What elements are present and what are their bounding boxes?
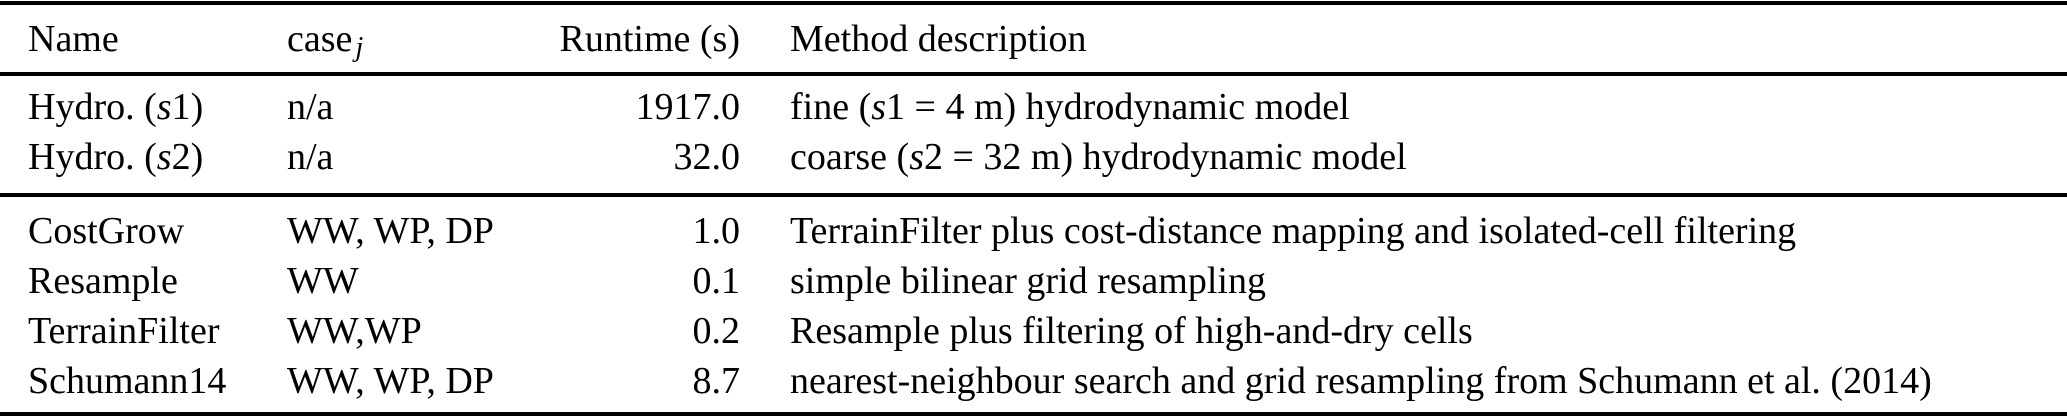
description-italic-var: s (909, 136, 924, 178)
case-cell: WW, WP, DP (287, 210, 494, 252)
name-cell (28, 309, 287, 353)
column-header-case-label: case (287, 17, 353, 60)
name-text: Schumann14 (28, 360, 227, 402)
table-row (0, 256, 2067, 306)
table-row (0, 132, 2067, 182)
column-header-name (28, 17, 287, 61)
description-text-end: 2 = 32 m) hydrodynamic model (924, 136, 1407, 178)
runtime-cell: 8.7 (692, 360, 740, 402)
description-cell (740, 135, 2037, 179)
name-text: Hydro. ( (28, 86, 157, 128)
case-cell: n/a (287, 86, 334, 128)
table-row (0, 82, 2067, 132)
column-header-method-label: Method description (790, 17, 1087, 60)
runtime-cell: 0.1 (692, 260, 740, 302)
description-text: nearest-neighbour search and grid resampling from Schumann et al. (2014) (790, 360, 1932, 402)
name-text: Resample (28, 260, 178, 302)
runtime-cell: 1.0 (692, 210, 740, 252)
case-cell: n/a (287, 136, 334, 178)
name-text: TerrainFilter (28, 310, 220, 352)
name-italic-var: s (156, 86, 172, 128)
table-row (0, 306, 2067, 356)
name-italic-var: s (156, 136, 172, 178)
name-text: CostGrow (28, 210, 185, 252)
name-cell (28, 135, 287, 179)
description-cell (740, 209, 2037, 253)
name-text-end: 1) (171, 86, 204, 128)
description-text: simple bilinear grid resampling (790, 260, 1266, 302)
name-text: Hydro. ( (28, 136, 157, 178)
column-header-case (287, 17, 530, 61)
runtime-cell: 32.0 (673, 136, 740, 178)
table-section-methods (0, 197, 2067, 412)
table-header-row (0, 5, 2067, 72)
description-italic-var: s (871, 86, 887, 128)
runtime-cell: 0.2 (692, 310, 740, 352)
name-cell (28, 209, 287, 253)
description-cell (740, 85, 2037, 129)
table-row (0, 356, 2067, 406)
table-row (0, 206, 2067, 256)
description-cell (740, 359, 2037, 403)
description-text-end: 1 = 4 m) hydrodynamic model (886, 86, 1350, 128)
description-cell (740, 259, 2037, 303)
description-text: coarse ( (790, 136, 910, 178)
column-header-method (740, 17, 2037, 61)
table-bottom-rule (0, 412, 2067, 416)
name-cell (28, 359, 287, 403)
description-text: Resample plus filtering of high-and-dry cells (790, 310, 1473, 352)
column-header-runtime-label: Runtime (s) (559, 17, 740, 60)
description-text: TerrainFilter plus cost-distance mapping and isolated-cell filtering (790, 210, 1797, 252)
column-header-case-subscript: j (355, 31, 364, 63)
name-text-end: 2) (171, 136, 204, 178)
column-header-runtime (530, 17, 740, 61)
column-header-name-label: Name (28, 17, 119, 60)
case-cell: WW (287, 260, 359, 302)
description-text: fine ( (790, 86, 872, 128)
description-cell (740, 309, 2037, 353)
case-cell: WW, WP, DP (287, 360, 494, 402)
table-section-hydrodynamic (0, 76, 2067, 193)
name-cell (28, 85, 287, 129)
case-cell: WW,WP (287, 310, 422, 352)
runtime-cell: 1917.0 (635, 86, 740, 128)
name-cell (28, 259, 287, 303)
